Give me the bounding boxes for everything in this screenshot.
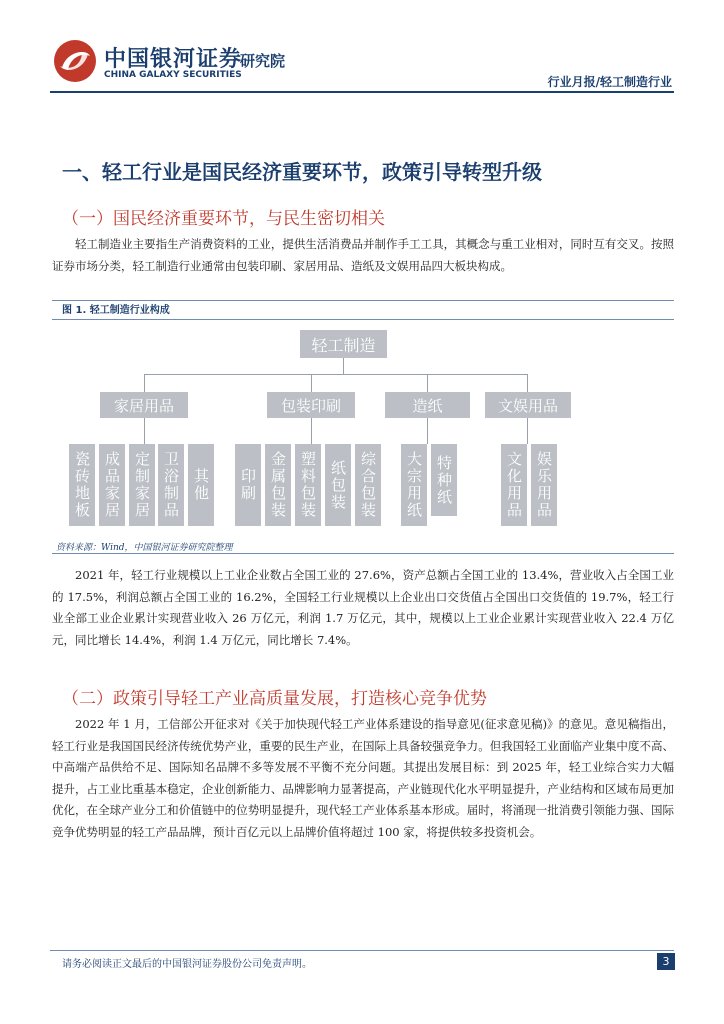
brand-name-cn: 中国银河证券 [104,47,243,72]
org-leaf: 娱乐用品 [531,444,557,526]
org-leaf: 其他 [188,444,214,526]
connector [144,374,145,392]
org-category-stationery: 文娱用品 [485,392,571,418]
org-leaf: 定制家居 [129,444,155,526]
figure-divider [52,553,674,554]
org-leaf: 成品家居 [99,444,125,526]
org-leaf: 瓷砖地板 [69,444,95,526]
paragraph-intro: 轻工制造业主要指生产消费资料的工业，提供生活消费品并制作手工工具，其概念与重工业相对，同时互有交叉。按照证券市场分类，轻工制造行业通常由包装印刷、家居用品、造纸及文娱用品四大板块构成。 [52,237,674,273]
brand-department: 研究院 [240,52,286,70]
org-leaf: 塑料包装 [295,444,321,526]
header-divider [50,91,674,93]
org-leaf: 纸包装 [325,444,351,526]
paragraph-stats: 2021 年，轻工行业规模以上工业企业数占全国工业的 27.6%，资产总额占全国工业的 13.4%，营业收入占全国工业的 17.5%，利润总额占全国工业的 16.2%，全国轻工行业规模以上企业出口交货值占全国出口交货值的 19.7%，轻工行业全部工业企业累计实现营业收入 26 万亿元，利润 1.7 万亿元，其中，规模以上工业企业累计实现营业收入 22.4 万亿元，同比增长 14.4%，利润 1.4 万亿元，同比增长 7.4%。 [52,568,674,647]
org-leaf: 卫浴制品 [158,444,184,526]
org-leaf: 金属包装 [265,444,291,526]
org-leaf: 印刷 [235,444,261,526]
connector [527,418,528,444]
galaxy-logo-icon [52,38,98,84]
connector [427,374,428,392]
footer-disclaimer: 请务必阅读正文最后的中国银河证券股份公司免责声明。 [62,959,312,970]
subsection-title-2: （二）政策引导轻工产业高质量发展，打造核心竞争优势 [62,689,487,709]
connector [527,374,528,392]
figure-title: 图 1. 轻工制造行业构成 [52,300,674,320]
org-leaf: 大宗用纸 [401,444,427,526]
org-leaf: 文化用品 [501,444,527,526]
connector [144,418,145,444]
subsection-title-1: （一）国民经济重要环节，与民生密切相关 [62,209,385,229]
connector [311,374,312,392]
connector [311,418,312,444]
brand-name-en: CHINA GALAXY SECURITIES [104,70,242,80]
org-category-paper: 造纸 [385,392,470,418]
page-number: 3 [657,953,675,970]
org-category-packaging: 包装印刷 [267,392,355,418]
org-root-node: 轻工制造 [300,330,387,358]
figure-source: 资料来源：Wind，中国银河证券研究院整理 [56,543,233,553]
org-category-home: 家居用品 [100,392,188,418]
paragraph-policy: 2022 年 1 月，工信部公开征求对《关于加快现代轻工产业体系建设的指导意见(征求意见稿)》的意见。意见稿指出，轻工行业是我国国民经济传统优势产业，重要的民生产业，在国际上具备较强竞争力。但我国轻工业面临产业集中度不高、中高端产品供给不足、国际知名品牌不多等发展不平衡不充分问题。其提出发展目标：到 2025 年，轻工业综合实力大幅提升，占工业比重基本稳定，企业创新能力、品牌影响力显著提高，产业链现代化水平明显提升，产业结构和区域布局更加优化，在全球产业分工和价值链中的位势明显提升，现代轻工产业体系基本形成。届时，将涌现一批消费引领能力强、国际竞争优势明显的轻工产品品牌，预计百亿元以上品牌价值将超过 100 家，将提供较多投资机会。 [52,717,674,839]
connector [427,418,428,444]
section-title: 一、轻工行业是国民经济重要环节，政策引导转型升级 [62,160,542,184]
connector [144,374,527,375]
connector [343,358,344,374]
footer-divider [50,950,674,951]
org-leaf: 特种纸 [431,444,457,516]
report-type: 行业月报/轻工制造行业 [547,75,672,89]
org-leaf: 综合包装 [355,444,381,526]
